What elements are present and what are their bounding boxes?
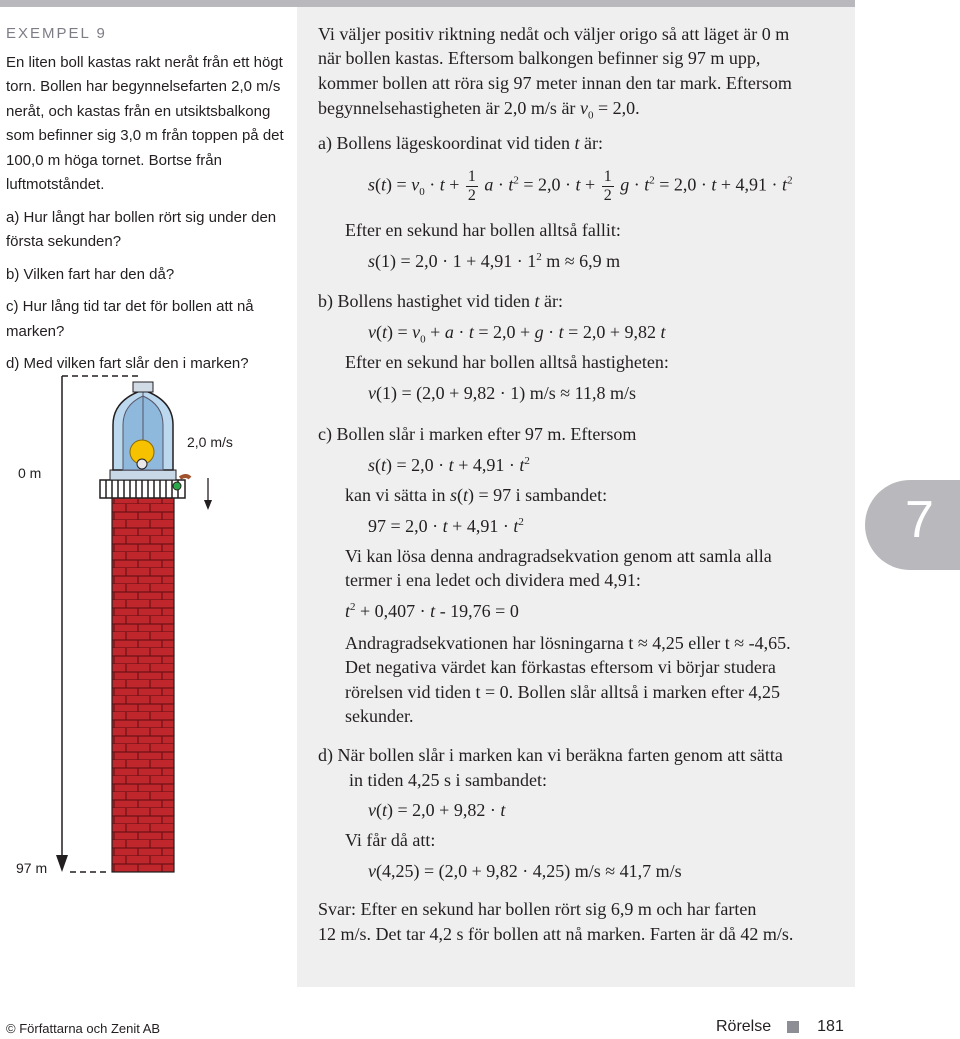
equation-c-1: $s(t) = 2,0 \cdot t + 4,91 \cdot t^2$ bbox=[368, 455, 530, 475]
footer-square bbox=[787, 1021, 799, 1033]
part-c-sol-2: Det negativa värdet kan förkastas eftersom vi börjar studera bbox=[345, 657, 776, 677]
question-b: b) Vilken fart har den då? bbox=[6, 265, 175, 283]
top-rule bbox=[0, 0, 855, 7]
question-a: a) Hur långt har bollen rört sig under den första sekunden? bbox=[6, 208, 277, 250]
solution-line-2: när bollen kastas. Eftersom balkongen befinner sig 97 m upp, bbox=[318, 48, 761, 68]
part-a-after: Efter en sekund har bollen alltså fallit: bbox=[345, 220, 621, 240]
label-97m: 97 m bbox=[16, 860, 48, 876]
equation-a: $s(t) = v_0 \cdot t$ + $\frac{1}{2}$ $a \cdot t^2 = 2,0 \cdot t$ + $\frac{1}{2}$ $g \cdot t^2 = 2,0 \cdot t + 4,91 \cdot t^2$ bbox=[368, 168, 793, 204]
question-c: c) Hur lång tid tar det för bollen att nå marken? bbox=[6, 298, 254, 340]
equation-d-1: v(t) = 2,0 + 9,82 · t bbox=[368, 800, 506, 820]
part-c-sol-1: Andragradsekvationen har lösningarna t ≈ 4,25 eller t ≈ -4,65. bbox=[345, 633, 791, 653]
part-a-heading: a) Bollens lägeskoordinat vid tiden t är: bbox=[318, 133, 603, 153]
section-name: Rörelse bbox=[716, 1018, 772, 1035]
part-d-get: Vi får då att: bbox=[345, 830, 436, 850]
chapter-number: 7 bbox=[905, 491, 934, 549]
example-title: EXEMPEL 9 bbox=[6, 25, 107, 42]
part-c-set: kan vi sätta in s(t) = 97 i sambandet: bbox=[345, 485, 608, 505]
part-d-heading-1: d) När bollen slår i marken kan vi beräkna farten genom att sätta bbox=[318, 745, 783, 765]
part-c-solve-2: termer i ena ledet och dividera med 4,91: bbox=[345, 570, 641, 590]
equation-d-2: v(4,25) = (2,0 + 9,82 · 4,25) m/s ≈ 41,7 m/s bbox=[368, 861, 682, 881]
part-c-sol-4: sekunder. bbox=[345, 706, 414, 726]
footer-right bbox=[716, 1018, 844, 1036]
equation-b: $v(t) = v_0 + a \cdot t = 2,0 + g \cdot t = 2,0 + 9,82$ t bbox=[368, 322, 666, 346]
copyright: © Författarna och Zenit AB bbox=[6, 1021, 161, 1036]
part-b-heading: b) Bollens hastighet vid tiden t är: bbox=[318, 291, 563, 311]
question-d: d) Med vilken fart slår den i marken? bbox=[6, 355, 249, 372]
label-0m: 0 m bbox=[18, 465, 42, 481]
solution-line-1: Vi väljer positiv riktning nedåt och väljer origo så att läget är 0 m bbox=[318, 24, 790, 44]
equation-b-result: v(1) = (2,0 + 9,82 · 1) m/s ≈ 11,8 m/s bbox=[368, 383, 636, 403]
example-intro: En liten boll kastas rakt neråt från ett högt torn. Bollen har begynnelsefarten 2,0 m/s neråt, och kastas från en utsiktsbalkong som befinner sig 3,0 m från toppen på det 100,0 m höga tornet. Bortse från luftmotståndet. bbox=[6, 53, 284, 193]
solution-line-4: begynnelsehastigheten är 2,0 m/s är $v_0 = 2,0$. bbox=[318, 98, 640, 122]
equation-c-3: $t^2 + 0,407 \cdot t - 19,76 = 0$ bbox=[345, 601, 519, 621]
equation-a-result: $s(1) = 2,0 \cdot 1 + 4,91 \cdot 1^2$ m ≈ 6,9 m bbox=[368, 251, 621, 271]
label-speed: 2,0 m/s bbox=[187, 434, 233, 450]
page-number: 181 bbox=[817, 1018, 844, 1035]
tower-figure bbox=[0, 360, 290, 900]
example-column bbox=[6, 22, 288, 385]
part-c-sol-3: rörelsen vid tiden t = 0. Bollen slår alltså i marken efter 4,25 bbox=[345, 682, 781, 702]
part-d-heading-2: in tiden 4,25 s i sambandet: bbox=[349, 770, 547, 790]
part-c-solve-1: Vi kan lösa denna andragradsekvation genom att samla alla bbox=[345, 546, 772, 566]
answer-line-2: 12 m/s. Det tar 4,2 s för bollen att nå marken. Farten är då 42 m/s. bbox=[318, 924, 794, 944]
answer-line-1: Svar: Efter en sekund har bollen rört sig 6,9 m och har farten bbox=[318, 899, 757, 919]
solution-line-3: kommer bollen att röra sig 97 meter innan den tar mark. Eftersom bbox=[318, 73, 792, 93]
tower-body bbox=[112, 495, 174, 872]
equation-c-2: $97 = 2,0 \cdot t + 4,91 \cdot t^2$ bbox=[368, 516, 524, 536]
part-c-heading: c) Bollen slår i marken efter 97 m. Eftersom bbox=[318, 424, 637, 444]
part-b-after: Efter en sekund har bollen alltså hastigheten: bbox=[345, 352, 669, 372]
